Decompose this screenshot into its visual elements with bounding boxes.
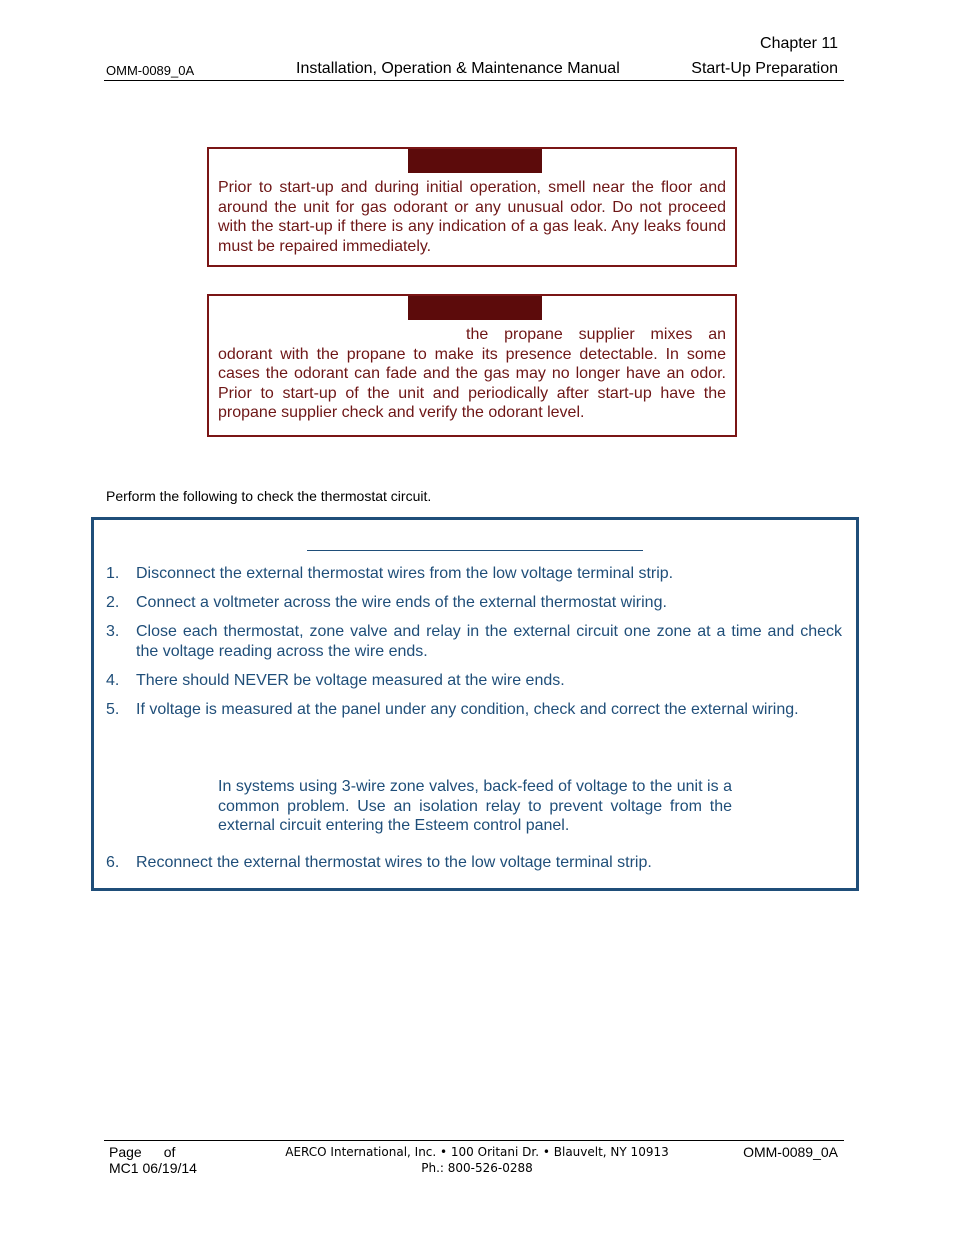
company-phone: Ph.: 800-526-0288 [421,1161,533,1175]
section-title: Start-Up Preparation [691,60,838,77]
company-address: AERCO International, Inc. • 100 Oritani Dr. • Blauvelt, NY 10913 [285,1145,669,1159]
warning-box-propane-odorant [207,294,737,437]
step-number: 4. [106,672,120,689]
intro-text: Perform the following to check the thermostat circuit. [106,488,432,504]
revision-label: MC1 06/19/14 [109,1160,197,1176]
instruction-box-thermostat-check [91,517,859,891]
step-text: Reconnect the external thermostat wires to the low voltage terminal strip. [136,854,652,871]
step-text: Disconnect the external thermostat wires from the low voltage terminal strip. [136,565,674,582]
step-number: 5. [106,701,120,718]
instruction-step [106,593,842,613]
step-text: If voltage is measured at the panel under any condition, check and correct the external wiring. [136,701,799,718]
warning-header-tab [408,296,542,320]
instruction-step [106,671,842,691]
warning-header-tab [408,149,542,173]
step-number: 3. [106,623,120,640]
instruction-step [106,622,842,661]
header-divider [104,80,844,81]
header-doc-id: OMM-0089_0A [106,63,195,78]
instruction-step [106,700,842,720]
page-label: Page [109,1144,142,1160]
step-text: Close each thermostat, zone valve and relay in the external circuit one zone at a time and check the voltage reading across the wire ends. [136,623,842,660]
of-label: of [163,1144,176,1160]
instruction-note: In systems using 3-wire zone valves, back-feed of voltage to the unit is a common problem. Use an isolation relay to prevent voltage from the external circuit entering the Esteem control panel. [218,778,732,834]
manual-title: Installation, Operation & Maintenance Manual [296,60,620,77]
step-number: 1. [106,565,120,582]
warning-box-gas-odor [207,147,737,267]
instruction-step [106,853,842,873]
instruction-step [106,564,842,584]
warning-text: the propane supplier mixes an odorant with the propane to make its presence detectable. In some cases the odorant can fade and the gas may no longer have an odor. Prior to start-up of the unit and periodically after start-up have the propane supplier check and verify the odorant level. [218,326,726,421]
chapter-label: Chapter 11 [760,35,838,52]
step-text: Connect a voltmeter across the wire ends of the external thermostat wiring. [136,594,667,611]
footer-divider [104,1140,844,1141]
step-text: There should NEVER be voltage measured at the wire ends. [136,672,565,689]
step-number: 2. [106,594,120,611]
instruction-heading-rule [307,550,643,551]
footer-doc-id: OMM-0089_0A [743,1144,838,1160]
warning-text: Prior to start-up and during initial operation, smell near the floor and around the unit for gas odorant or any unusual odor. Do not proceed with the start-up if there is any indication of a gas leak. Any leaks found must be repaired immediately. [218,179,726,255]
step-number: 6. [106,854,120,871]
